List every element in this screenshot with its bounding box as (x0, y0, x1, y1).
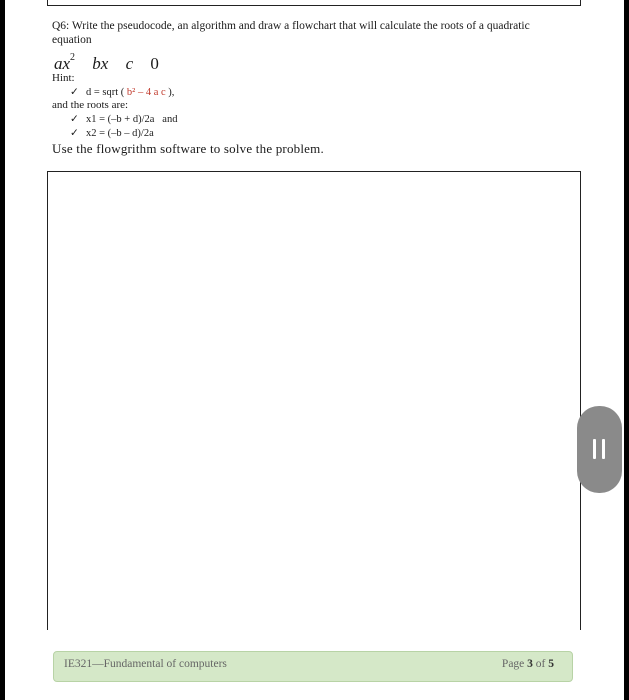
equation-term-bx: bx (92, 54, 109, 73)
root-formula-x1: x1 = (–b + d)/2a and (86, 114, 178, 125)
checkmark-icon: ✓ (70, 114, 79, 125)
equation-term-zero: 0 (150, 54, 159, 73)
page-footer (53, 651, 573, 682)
roots-label: and the roots are: (52, 99, 129, 111)
scroll-handle[interactable] (577, 406, 622, 493)
left-frame-border (0, 0, 5, 700)
answer-box[interactable] (47, 171, 581, 642)
previous-answer-box (47, 0, 581, 6)
pause-bars-icon (591, 439, 608, 459)
question-title: Q6: Write the pseudocode, an algorithm and draw a flowchart that will calculate the roots of a quadratic equation (52, 20, 530, 46)
root-item-x2 (70, 127, 154, 139)
footer-page-number: Page 3 of 5 (501, 658, 554, 670)
checkmark-icon: ✓ (70, 87, 79, 98)
discriminant-text: b² – 4 a c (126, 87, 166, 98)
quadratic-equation (54, 52, 172, 74)
hint-label: Hint: (52, 72, 75, 84)
right-frame-border (624, 0, 629, 700)
footer-course: IE321—Fundamental of computers (64, 658, 227, 670)
hint-item (70, 86, 174, 98)
checkmark-icon: ✓ (70, 128, 79, 139)
hint-prefix: d = sqrt ( (86, 87, 125, 98)
equation-term-ax2: $ax^2$ (54, 52, 76, 73)
root-formula-x2: x2 = (–b – d)/2a (86, 128, 154, 139)
instruction-text: Use the flowgrithm software to solve the problem. (52, 141, 324, 156)
equation-term-c: c (125, 54, 134, 73)
hint-suffix: ), (168, 87, 175, 98)
root-item-x1 (70, 113, 177, 125)
